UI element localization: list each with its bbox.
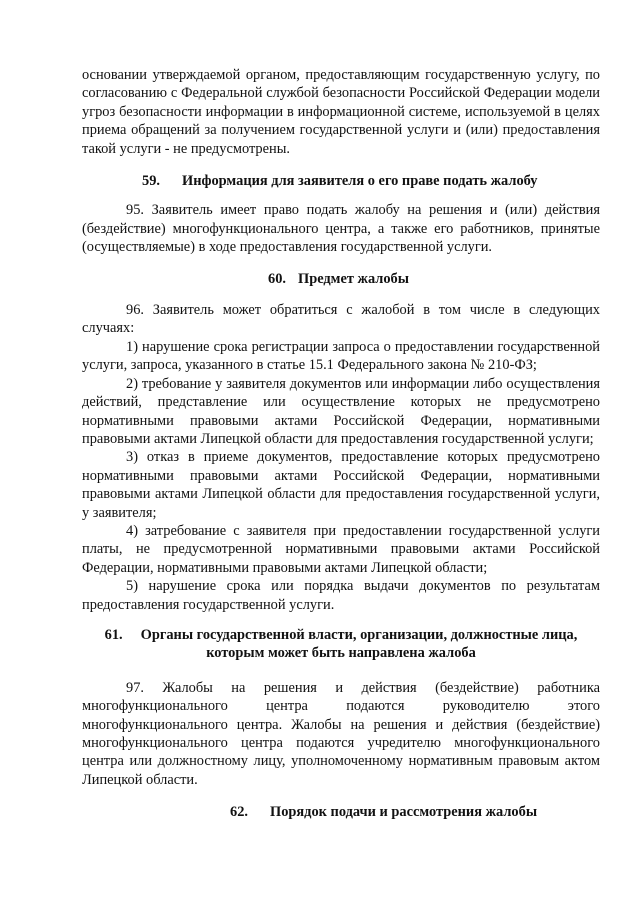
list-item-1: 1) нарушение срока регистрации запроса о предоставлении государственной услуги, запроса, указанного в статье 15.1 Федерального закона № 210-ФЗ; [82, 338, 600, 374]
section-61-title-line-2: которым может быть направлена жалоба [206, 645, 476, 662]
section-59-number: 59. [142, 173, 160, 190]
section-61-heading [82, 626, 600, 663]
list-item-5: 5) нарушение срока или порядка выдачи документов по результатам предоставления государственной услуги. [82, 578, 600, 613]
list-item-3: 3) отказ в приеме документов, предоставление которых предусмотрено нормативными правовыми актами Российской Федерации, нормативными правовыми актами Липецкой области для предоставления государственной услуги, у заявителя; [82, 449, 600, 521]
section-60-title: Предмет жалобы [298, 270, 409, 287]
document-page [82, 66, 600, 822]
paragraph-97: 97. Жалобы на решения и действия (бездействие) работника многофункционального центра подаются руководителю этого многофункционального центра. Жалобы на решения и действия (бездействие) многофункционального центра подаются учредителю многофункционального центра или должностному лицу, уполномоченному нормативным правовым актом Липецкой области. [82, 679, 600, 788]
paragraph-96: 96. Заявитель может обратиться с жалобой в том числе в следующих случаях: [82, 302, 600, 337]
intro-paragraph: основании утверждаемой органом, предоставляющим государственную услугу, по согласованию с Федеральной службой безопасности Российской Федерации модели угроз безопасности информации в информационной системе, используемой в целях приема обращений за получением государственной услуги и (или) предоставления такой услуги - не предусмотрены. [82, 67, 600, 157]
section-59-heading [82, 172, 600, 190]
section-62-heading [82, 803, 600, 821]
section-60-heading [82, 270, 600, 288]
list-item-2: 2) требование у заявителя документов или информации либо осуществления действий, представление или осуществление которых не предусмотрено нормативными правовыми актами Российской Федерации, нормативными правовыми актами Липецкой области для предоставления государственной услуги; [82, 375, 600, 447]
list-item-4: 4) затребование с заявителя при предоставлении государственной услуги платы, не предусмотренной нормативными правовыми актами Российской Федерации, нормативными правовыми актами Липецкой области; [82, 522, 600, 576]
section-62-title: Порядок подачи и рассмотрения жалобы [270, 804, 538, 821]
section-59-title: Информация для заявителя о его праве подать жалобу [182, 173, 538, 190]
section-61-title-line-1: Органы государственной власти, организации, должностные лица, [140, 626, 578, 643]
section-61-number: 61. [104, 626, 123, 643]
section-60-number: 60. [268, 270, 286, 287]
section-62-number: 62. [230, 804, 248, 821]
paragraph-95: 95. Заявитель имеет право подать жалобу на решения и (или) действия (бездействие) многофункционального центра, а также его работников, принятые (осуществляемые) в ходе предоставления государственной услуги. [82, 202, 600, 256]
